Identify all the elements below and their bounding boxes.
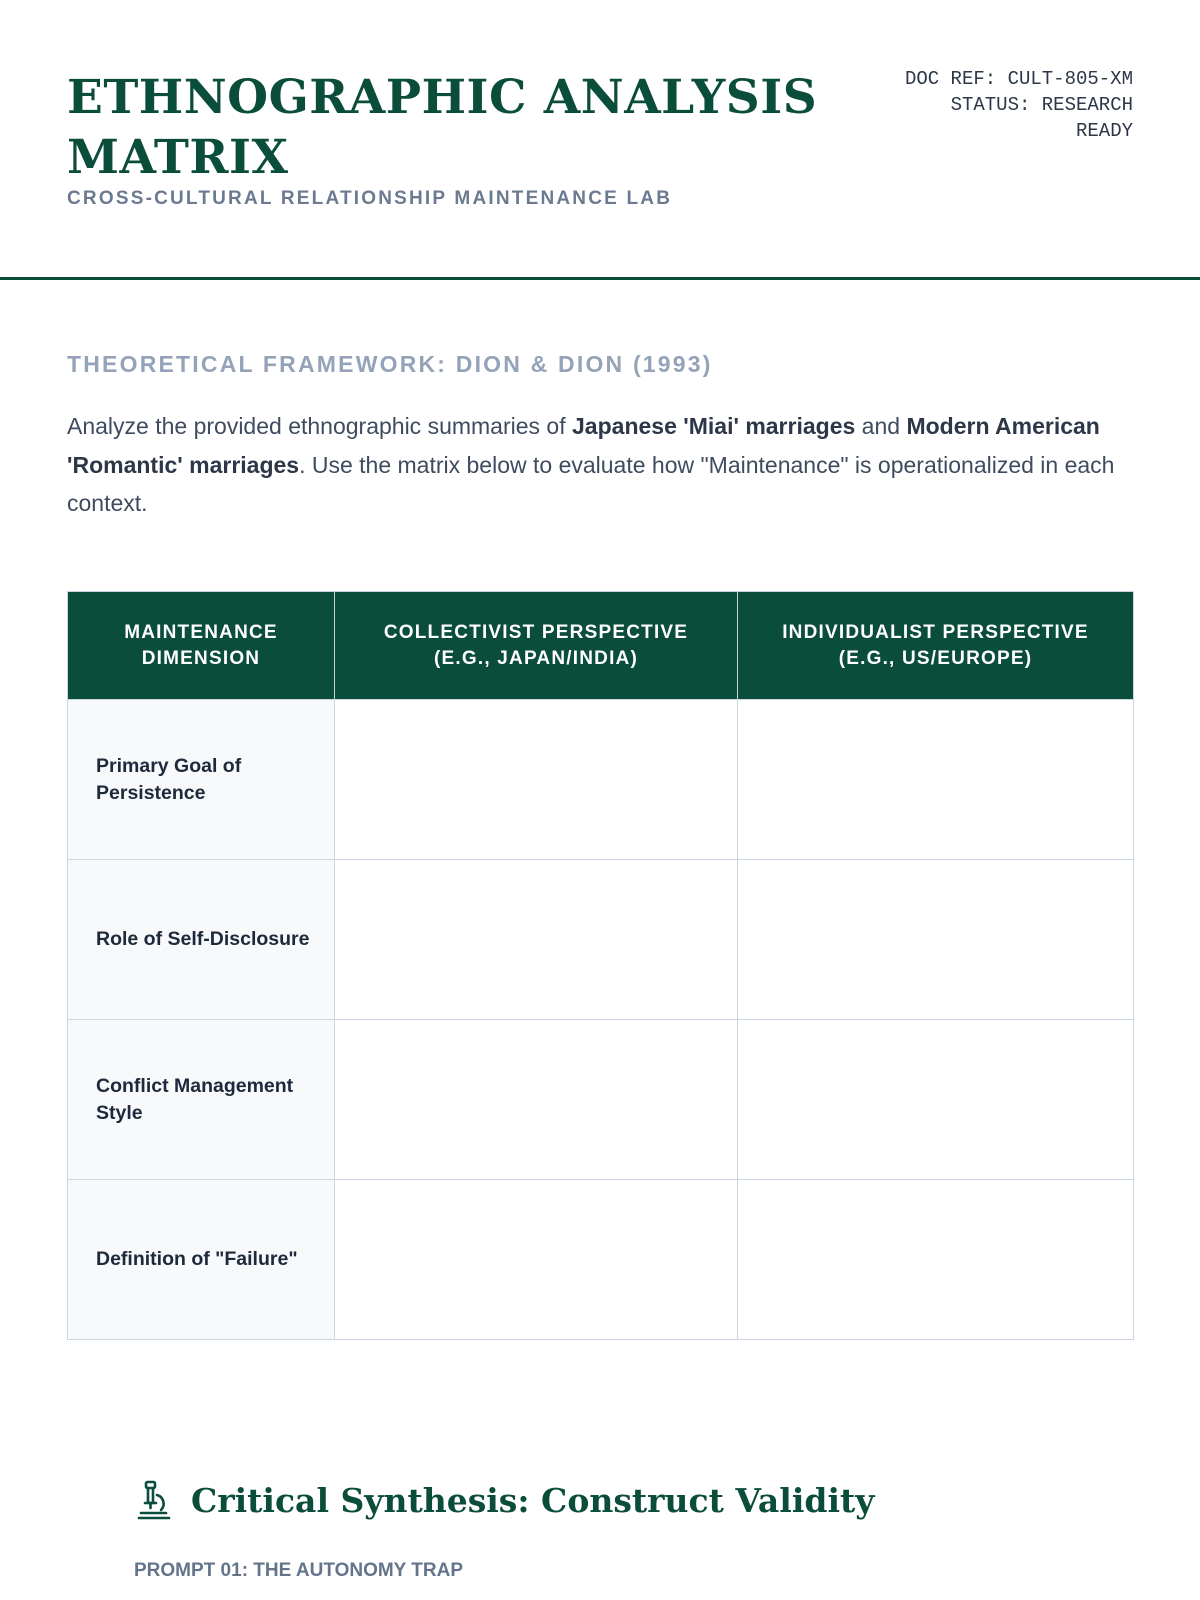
synthesis-title: Critical Synthesis: Construct Validity <box>191 1480 875 1520</box>
individualist-answer-cell[interactable] <box>738 860 1134 1020</box>
doc-ref: DOC REF: CULT-805-XM <box>904 68 1133 90</box>
dimension-cell: Definition of "Failure" <box>68 1180 335 1340</box>
individualist-answer-cell[interactable] <box>738 1180 1134 1340</box>
document-meta <box>833 66 1133 144</box>
collectivist-answer-cell[interactable] <box>335 1020 738 1180</box>
matrix-header-row <box>68 592 1134 700</box>
framework-heading: THEORETICAL FRAMEWORK: DION & DION (1993) <box>67 351 713 377</box>
intro-text-1: Analyze the provided ethnographic summaries of <box>67 413 573 439</box>
document-header <box>0 0 1200 280</box>
column-header-collectivist: COLLECTIVIST PERSPECTIVE (E.G., JAPAN/INDIA) <box>335 592 738 700</box>
table-row <box>68 1180 1134 1340</box>
intro-text-3: . Use the matrix below to evaluate how "Maintenance" is operationalized in each context. <box>67 451 1115 516</box>
document-subtitle: CROSS-CULTURAL RELATIONSHIP MAINTENANCE LAB <box>67 188 673 209</box>
document-title: ETHNOGRAPHIC ANALYSIS MATRIX <box>67 70 818 185</box>
analysis-matrix <box>67 591 1134 1340</box>
individualist-answer-cell[interactable] <box>738 700 1134 860</box>
dimension-cell: Conflict Management Style <box>68 1020 335 1180</box>
table-row <box>68 860 1134 1020</box>
framework-intro <box>67 407 1137 523</box>
microscope-icon <box>135 1479 173 1521</box>
intro-text-2: and <box>855 413 907 439</box>
collectivist-answer-cell[interactable] <box>335 860 738 1020</box>
prompt-label: PROMPT 01: THE AUTONOMY TRAP <box>134 1560 464 1581</box>
collectivist-answer-cell[interactable] <box>335 700 738 860</box>
table-row <box>68 700 1134 860</box>
column-header-individualist: INDIVIDUALIST PERSPECTIVE (E.G., US/EUROPE) <box>738 592 1134 700</box>
collectivist-answer-cell[interactable] <box>335 1180 738 1340</box>
table-row <box>68 1020 1134 1180</box>
intro-emphasis-japanese: Japanese 'Miai' marriages <box>572 413 856 439</box>
synthesis-header <box>135 1474 874 1526</box>
dimension-cell: Role of Self-Disclosure <box>68 860 335 1020</box>
dimension-cell: Primary Goal of Persistence <box>68 700 335 860</box>
doc-status-value: READY <box>1075 120 1133 142</box>
intro-emphasis-american: Modern American 'Romantic' marriages <box>67 413 1100 478</box>
doc-status: STATUS: RESEARCH <box>950 94 1133 116</box>
individualist-answer-cell[interactable] <box>738 1020 1134 1180</box>
column-header-dimension: MAINTENANCE DIMENSION <box>68 592 335 700</box>
